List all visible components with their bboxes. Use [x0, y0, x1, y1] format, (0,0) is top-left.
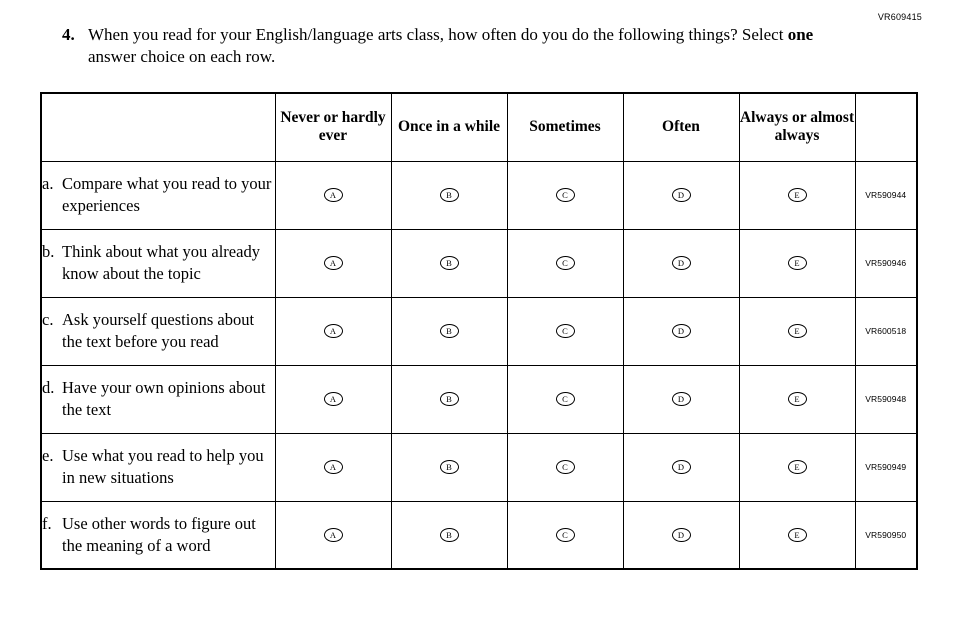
row-label: Think about what you already know about the topic: [62, 242, 260, 283]
radio-bubble[interactable]: E: [788, 460, 807, 474]
option-b-row-b[interactable]: [391, 229, 507, 297]
radio-bubble[interactable]: E: [788, 188, 807, 202]
option-c-row-e[interactable]: [507, 433, 623, 501]
response-matrix: [40, 92, 918, 570]
row-letter: b.: [42, 242, 55, 262]
table-row: [41, 501, 917, 569]
row-code-a: VR590944: [855, 161, 917, 229]
row-code-f: VR590950: [855, 501, 917, 569]
radio-bubble[interactable]: B: [440, 392, 459, 406]
row-label: Ask yourself questions about the text before you read: [62, 310, 255, 351]
table-row: [41, 365, 917, 433]
option-a-row-b[interactable]: [275, 229, 391, 297]
header-sometimes: Sometimes: [507, 93, 623, 161]
header-often: Often: [623, 93, 739, 161]
radio-bubble[interactable]: A: [324, 324, 343, 338]
option-a-row-f[interactable]: [275, 501, 391, 569]
radio-bubble[interactable]: A: [324, 188, 343, 202]
row-letter: f.: [42, 513, 52, 533]
radio-bubble[interactable]: C: [556, 188, 575, 202]
question-prompt: [62, 24, 862, 69]
option-a-row-e[interactable]: [275, 433, 391, 501]
option-e-row-a[interactable]: [739, 161, 855, 229]
radio-bubble[interactable]: A: [324, 460, 343, 474]
row-label: Have your own opinions about the text: [62, 378, 266, 419]
radio-bubble[interactable]: A: [324, 528, 343, 542]
option-b-row-c[interactable]: [391, 297, 507, 365]
radio-bubble[interactable]: C: [556, 324, 575, 338]
row-code-c: VR600518: [855, 297, 917, 365]
option-b-row-e[interactable]: [391, 433, 507, 501]
row-letter: a.: [42, 174, 54, 194]
option-e-row-d[interactable]: [739, 365, 855, 433]
table-row: [41, 433, 917, 501]
page-item-code: VR609415: [877, 12, 922, 22]
radio-bubble[interactable]: E: [788, 324, 807, 338]
radio-bubble[interactable]: A: [324, 256, 343, 270]
row-label: Use other words to figure out the meaning of a word: [62, 513, 256, 555]
option-d-row-f[interactable]: [623, 501, 739, 569]
header-never-or-hardly-ever: Never or hardly ever: [275, 93, 391, 161]
row-stem-f: [41, 501, 275, 569]
table-row: [41, 161, 917, 229]
option-b-row-f[interactable]: [391, 501, 507, 569]
radio-bubble[interactable]: D: [672, 460, 691, 474]
row-code-b: VR590946: [855, 229, 917, 297]
row-stem-e: [41, 433, 275, 501]
option-e-row-b[interactable]: [739, 229, 855, 297]
option-c-row-a[interactable]: [507, 161, 623, 229]
option-d-row-a[interactable]: [623, 161, 739, 229]
option-c-row-d[interactable]: [507, 365, 623, 433]
radio-bubble[interactable]: D: [672, 188, 691, 202]
radio-bubble[interactable]: B: [440, 528, 459, 542]
header-always-or-almost-always: Always or almost always: [739, 93, 855, 161]
question-text: [88, 24, 862, 69]
header-blank: [41, 93, 275, 161]
row-letter: c.: [42, 310, 54, 330]
option-e-row-f[interactable]: [739, 501, 855, 569]
header-code-column: [855, 93, 917, 161]
option-d-row-d[interactable]: [623, 365, 739, 433]
row-stem-a: [41, 161, 275, 229]
row-stem-d: [41, 365, 275, 433]
radio-bubble[interactable]: C: [556, 392, 575, 406]
question-text-bold: one: [787, 25, 814, 44]
option-d-row-e[interactable]: [623, 433, 739, 501]
table-row: [41, 297, 917, 365]
row-stem-c: [41, 297, 275, 365]
row-letter: e.: [42, 446, 54, 466]
row-label: Use what you read to help you in new situations: [62, 446, 264, 487]
option-d-row-c[interactable]: [623, 297, 739, 365]
radio-bubble[interactable]: D: [672, 324, 691, 338]
option-a-row-d[interactable]: [275, 365, 391, 433]
radio-bubble[interactable]: B: [440, 256, 459, 270]
question-text-part2: answer choice on each row.: [88, 47, 276, 67]
radio-bubble[interactable]: E: [788, 528, 807, 542]
radio-bubble[interactable]: C: [556, 528, 575, 542]
radio-bubble[interactable]: C: [556, 460, 575, 474]
option-a-row-c[interactable]: [275, 297, 391, 365]
radio-bubble[interactable]: E: [788, 256, 807, 270]
option-e-row-e[interactable]: [739, 433, 855, 501]
radio-bubble[interactable]: D: [672, 392, 691, 406]
option-a-row-a[interactable]: [275, 161, 391, 229]
radio-bubble[interactable]: D: [672, 256, 691, 270]
radio-bubble[interactable]: E: [788, 392, 807, 406]
row-code-d: VR590948: [855, 365, 917, 433]
table-row: [41, 229, 917, 297]
option-b-row-a[interactable]: [391, 161, 507, 229]
radio-bubble[interactable]: B: [440, 460, 459, 474]
option-d-row-b[interactable]: [623, 229, 739, 297]
row-label: Compare what you read to your experiences: [62, 174, 272, 215]
radio-bubble[interactable]: C: [556, 256, 575, 270]
option-e-row-c[interactable]: [739, 297, 855, 365]
row-code-e: VR590949: [855, 433, 917, 501]
option-c-row-f[interactable]: [507, 501, 623, 569]
radio-bubble[interactable]: A: [324, 392, 343, 406]
row-stem-b: [41, 229, 275, 297]
option-c-row-b[interactable]: [507, 229, 623, 297]
radio-bubble[interactable]: D: [672, 528, 691, 542]
row-letter: d.: [42, 378, 55, 398]
radio-bubble[interactable]: B: [440, 324, 459, 338]
header-once-in-a-while: Once in a while: [391, 93, 507, 161]
radio-bubble[interactable]: B: [440, 188, 459, 202]
question-text-part1: When you read for your English/language arts class, how often do you do the following things? Select: [88, 25, 788, 44]
option-c-row-c[interactable]: [507, 297, 623, 365]
option-b-row-d[interactable]: [391, 365, 507, 433]
matrix-header-row: [41, 93, 917, 161]
question-number: 4.: [62, 25, 75, 44]
